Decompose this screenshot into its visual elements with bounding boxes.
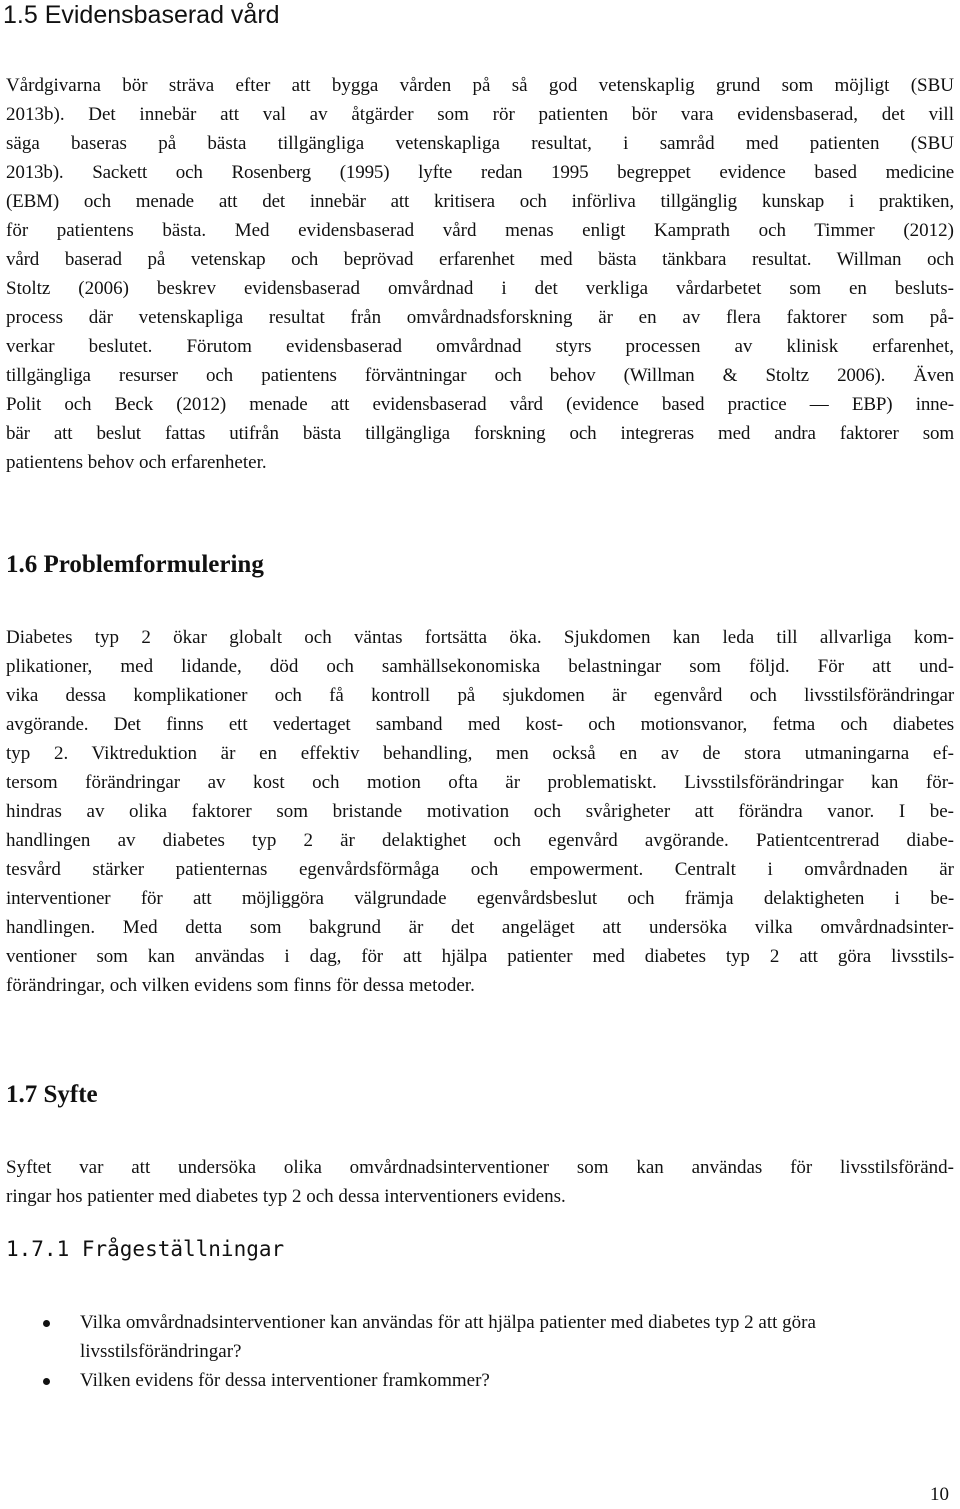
bullet-icon — [43, 1320, 50, 1327]
section-1-5-paragraph — [6, 71, 954, 477]
paragraph-line: handlingen av diabetes typ 2 är delaktighet och egenvård avgörande. Patientcentrerad diabe- — [6, 830, 954, 851]
paragraph-line: typ 2. Viktreduktion är en effektiv behandling, men också en av de stora utmaningarna ef- — [6, 743, 954, 764]
list-item-text: Vilken evidens för dessa interventioner framkommer? — [80, 1370, 490, 1391]
paragraph-line: handlingen. Med detta som bakgrund är det angeläget att undersöka vilka omvårdnadsinter- — [6, 917, 954, 938]
list-item — [0, 1366, 956, 1395]
paragraph-line: Vårdgivarna bör sträva efter att bygga vården på så god vetenskaplig grund som möjligt (SBU — [6, 75, 954, 96]
paragraph-line: tersom förändringar av kost och motion ofta är problematiskt. Livsstilsförändringar kan för- — [6, 772, 954, 793]
list-item-text: Vilka omvårdnadsinterventioner kan användas för att hjälpa patienter med diabetes typ 2 att göra livsstilsförändringar? — [80, 1312, 816, 1362]
section-heading-1-6: 1.6 Problemformulering — [6, 551, 264, 578]
list-item — [0, 1308, 956, 1366]
paragraph-line: säga baseras på bästa tillgängliga vetenskapliga resultat, i samråd med patienten (SBU — [6, 133, 954, 154]
paragraph-line: plikationer, med lidande, död och samhällsekonomiska belastningar som följd. För att und- — [6, 656, 954, 677]
paragraph-line: (EBM) och menade att det innebär att kritisera och införliva tillgänglig kunskap i praktiken, — [6, 191, 954, 212]
paragraph-line: förändringar, och vilken evidens som finns för dessa metoder. — [6, 975, 475, 996]
paragraph-line: interventioner för att möjliggöra välgrundade egenvårdsbeslut och främja delaktigheten i be- — [6, 888, 954, 909]
paragraph-line: 2013b). Sackett och Rosenberg (1995) lyfte redan 1995 begreppet evidence based medicine — [6, 162, 954, 183]
paragraph-line: vård baserad på vetenskap och beprövad erfarenhet med bästa tänkbara resultat. Willman och — [6, 249, 954, 270]
paragraph-line: Diabetes typ 2 ökar globalt och väntas fortsätta öka. Sjukdomen kan leda till allvarliga kom- — [6, 627, 954, 648]
paragraph-line: ventioner som kan användas i dag, för att hjälpa patienter med diabetes typ 2 att göra livsstils- — [6, 946, 954, 967]
paragraph-line: vika dessa komplikationer och få kontroll på sjukdomen är egenvård och livsstilsförändringar — [6, 685, 954, 706]
paragraph-line: verkar beslutet. Förutom evidensbaserad omvårdnad styrs processen av klinisk erfarenhet, — [6, 336, 954, 357]
paragraph-line: ringar hos patienter med diabetes typ 2 och dessa interventioners evidens. — [6, 1186, 566, 1207]
bullet-icon — [43, 1378, 50, 1385]
section-heading-1-7-1: 1.7.1 Frågeställningar — [6, 1237, 285, 1261]
paragraph-line: för patientens bästa. Med evidensbaserad vård menas enligt Kamprath och Timmer (2012) — [6, 220, 954, 241]
paragraph-line: 2013b). Det innebär att val av åtgärder som rör patienten bör vara evidensbaserad, det vill — [6, 104, 954, 125]
section-1-7-paragraph — [6, 1153, 954, 1211]
paragraph-line: hindras av olika faktorer som bristande motivation och svårigheter att förändra vanor. I be- — [6, 801, 954, 822]
paragraph-line: tillgängliga resurser och patientens förväntningar och behov (Willman & Stoltz 2006). Även — [6, 365, 954, 386]
paragraph-line: patientens behov och erfarenheter. — [6, 452, 267, 473]
paragraph-line: bär att beslut fattas utifrån bästa tillgängliga forskning och integreras med andra faktorer som — [6, 423, 954, 444]
paragraph-line: Polit och Beck (2012) menade att evidensbaserad vård (evidence based practice — EBP) inne- — [6, 394, 954, 415]
paragraph-line: Syftet var att undersöka olika omvårdnadsinterventioner som kan användas för livsstilsföränd- — [6, 1157, 954, 1178]
section-heading-1-7: 1.7 Syfte — [6, 1081, 98, 1108]
paragraph-line: process där vetenskapliga resultat från omvårdnadsforskning är en av flera faktorer som på- — [6, 307, 954, 328]
page-number: 10 — [930, 1484, 949, 1505]
section-heading-1-5: 1.5 Evidensbaserad vård — [3, 1, 280, 29]
paragraph-line: tesvård stärker patienternas egenvårdsförmåga och empowerment. Centralt i omvårdnaden är — [6, 859, 954, 880]
paragraph-line: Stoltz (2006) beskrev evidensbaserad omvårdnad i det verkliga vårdarbetet som en besluts- — [6, 278, 954, 299]
paragraph-line: avgörande. Det finns ett vedertaget samband med kost- och motionsvanor, fetma och diabetes — [6, 714, 954, 735]
section-1-6-paragraph — [6, 623, 954, 1000]
research-questions-list — [0, 1308, 960, 1395]
